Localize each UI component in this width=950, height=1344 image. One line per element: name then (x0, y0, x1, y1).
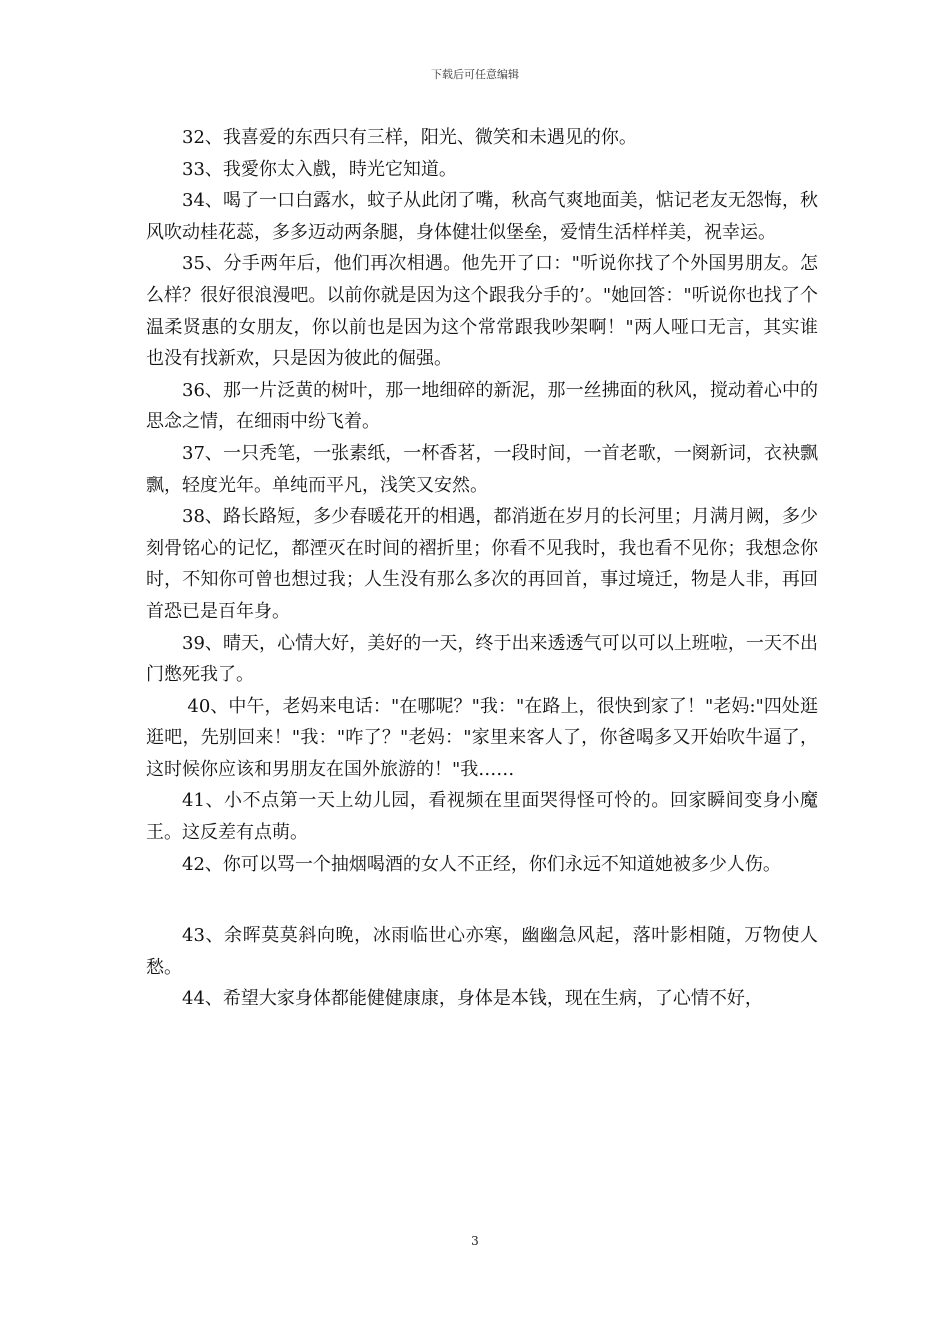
paragraph-spacer (146, 880, 818, 920)
paragraph-40: 40、中午，老妈来电话："在哪呢？"我："在路上，很快到家了！"老妈:"四处逛逛吧，先别回来！"我："咋了？"老妈："家里来客人了，你爸喝多又开始吹牛逼了，这时候你应该和男朋友在国外旅游的！"我…… (146, 695, 818, 780)
paragraph-34: 34、喝了一口白露水，蚊子从此闭了嘴，秋高气爽地面美，惦记老友无怨悔，秋风吹动桂花蕊，多多迈动两条腿，身体健壮似堡垒，爱情生活样样美，祝幸运。 (146, 190, 818, 243)
paragraph-41: 41、小不点第一天上幼儿园，看视频在里面哭得怪可怜的。回家瞬间变身小魔王。这反差有点萌。 (146, 790, 818, 844)
paragraph-38: 38、路长路短，多少春暖花开的相遇，都消逝在岁月的长河里；月满月阙，多少刻骨铭心的记忆，都湮灭在时间的褶折里；你看不见我时，我也看不见你；我想念你时，不知你可曾也想过我；人生没有那么多次的再回首，事过境迁，物是人非，再回首恐已是百年身。 (146, 506, 818, 622)
paragraph-44: 44、希望大家身体都能健健康康，身体是本钱，现在生病，了心情不好， (182, 988, 763, 1010)
paragraph-32: 32、我喜爱的东西只有三样，阳光、微笑和未遇见的你。 (182, 127, 637, 148)
paragraph-43: 43、余晖莫莫斜向晚，冰雨临世心亦寒，幽幽急风起，落叶影相随，万物使人愁。 (146, 925, 818, 978)
paragraph-39: 39、晴天，心情大好，美好的一天，终于出来透透气可以可以上班啦，一天不出门憋死我了。 (146, 632, 818, 686)
document-body (146, 122, 818, 1015)
page-number: 3 (471, 1234, 479, 1248)
paragraph-33: 33、我愛你太入戲，時光它知道。 (182, 158, 457, 180)
paragraph-35: 35、分手两年后，他们再次相遇。他先开了口："听说你找了个外国男朋友。怎么样？很好很浪漫吧。以前你就是因为这个跟我分手的’。"她回答："听说你也找了个温柔贤惠的女朋友，你以前也是因为这个常常跟我吵架啊！"两人哑口无言，其实谁也没有找新欢，只是因为彼此的倔强。 (146, 253, 818, 370)
paragraph-42: 42、你可以骂一个抽烟喝酒的女人不正经，你们永远不知道她被多少人伤。 (182, 853, 781, 875)
page-header: 下载后可任意编辑 (431, 68, 519, 81)
paragraph-36: 36、那一片泛黄的树叶，那一地细碎的新泥，那一丝拂面的秋风，搅动着心中的思念之情，在细雨中纷飞着。 (146, 379, 818, 433)
paragraph-37: 37、一只秃笔，一张素纸，一杯香茗，一段时间，一首老歌，一阕新词，衣袂飘飘，轻度光年。单纯而平凡，浅笑又安然。 (146, 442, 818, 496)
